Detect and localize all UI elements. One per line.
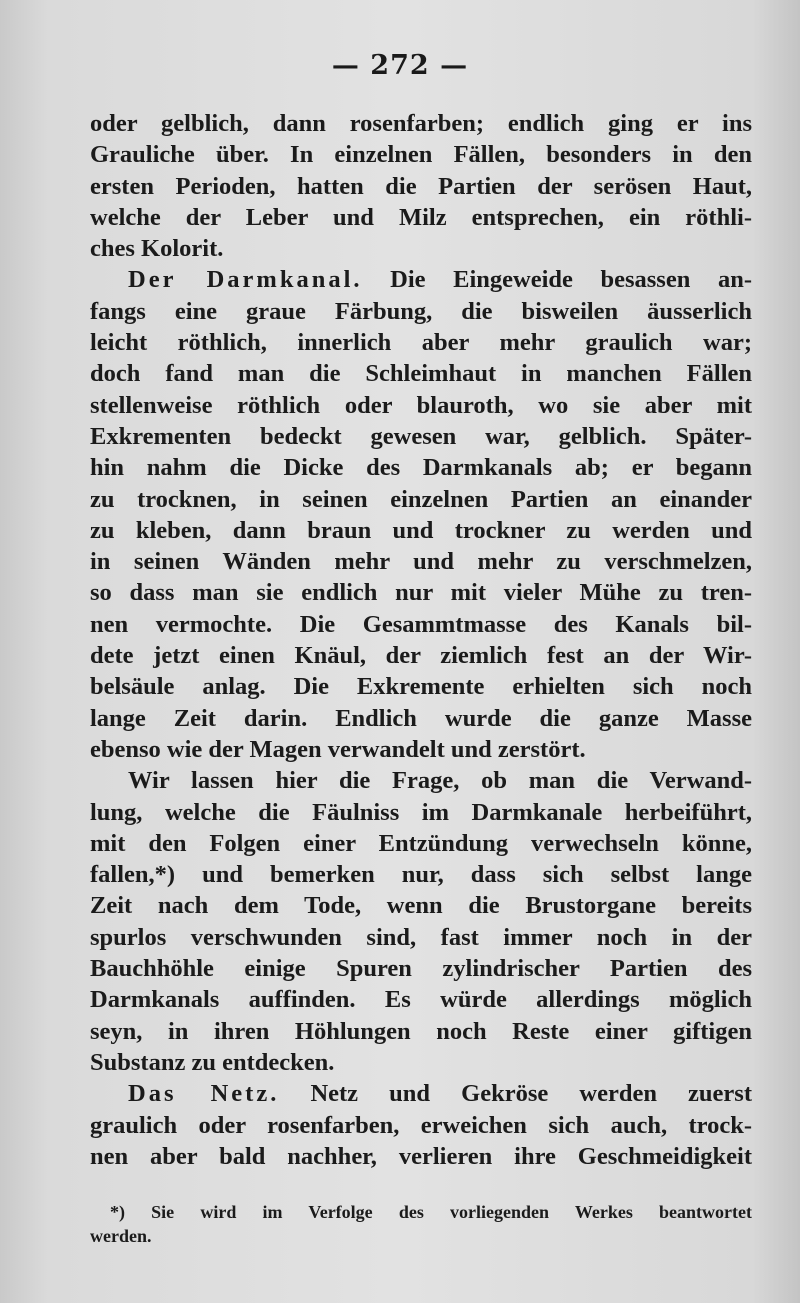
line-text: seyn, in ihren Höhlungen noch Reste einer giftigen (90, 1017, 752, 1045)
line-text: belsäule anlag. Die Exkremente erhielten sich noch (90, 673, 752, 701)
line-text: nen aber bald nachher, verlieren ihre Geschmeidigkeit (90, 1142, 752, 1170)
text-line (90, 1047, 752, 1078)
footnote-line: *) Sie wird im Verfolge des vorliegenden Werkes beantwortet (110, 1202, 752, 1222)
line-text: mit den Folgen einer Entzündung verwechseln könne, (90, 829, 752, 857)
text-line (90, 640, 752, 671)
line-text: zu trocknen, in seinen einzelnen Partien an einander (90, 485, 752, 513)
text-line (90, 484, 752, 515)
line-text: ches Kolorit. (90, 235, 224, 263)
text-line (90, 390, 752, 421)
text-line (90, 108, 752, 139)
text-line (90, 922, 752, 953)
line-text: hin nahm die Dicke des Darmkanals ab; er begann (90, 454, 752, 482)
text-line (90, 577, 752, 608)
text-line (90, 1110, 752, 1141)
line-text: fangs eine graue Färbung, die bisweilen äusserlich (90, 297, 752, 325)
line-text: welche der Leber und Milz entsprechen, ein röthli- (90, 203, 752, 231)
line-text: ersten Perioden, hatten die Partien der serösen Haut, (90, 172, 752, 200)
line-text: in seinen Wänden mehr und mehr zu verschmelzen, (90, 548, 752, 576)
line-text: Grauliche über. In einzelnen Fällen, besonders in den (90, 141, 752, 169)
text-line (90, 327, 752, 358)
line-text: so dass man sie endlich nur mit vieler Mühe zu tren- (90, 579, 752, 607)
text-line (90, 515, 752, 546)
line-text: graulich oder rosenfarben, erweichen sich auch, trock- (90, 1111, 752, 1139)
text-line (90, 358, 752, 389)
text-line (90, 296, 752, 327)
text-line (90, 139, 752, 170)
line-text: fallen,*) und bemerken nur, dass sich selbst lange (90, 861, 752, 889)
line-text: Exkrementen bedeckt gewesen war, gelblich. Später- (90, 422, 752, 450)
text-line (90, 1016, 752, 1047)
line-text: Substanz zu entdecken. (90, 1048, 335, 1076)
footnote (90, 1200, 752, 1248)
text-line (90, 984, 752, 1015)
line-text: leicht röthlich, innerlich aber mehr graulich war; (90, 329, 752, 357)
text-line (90, 421, 752, 452)
page-number: — 272 — (331, 50, 469, 81)
line-text: Zeit nach dem Tode, wenn die Brustorgane bereits (90, 892, 752, 920)
line-text: Netz und Gekröse werden zuerst (279, 1080, 753, 1108)
line-text: lange Zeit darin. Endlich wurde die ganze Masse (90, 704, 752, 732)
text-line (90, 734, 752, 765)
body-text (90, 108, 752, 1172)
line-text: ebenso wie der Magen verwandelt und zerstört. (90, 735, 586, 763)
text-line (90, 202, 752, 233)
text-line (90, 171, 752, 202)
text-line (90, 452, 752, 483)
section-heading: Das Netz. (128, 1080, 280, 1108)
line-text: dete jetzt einen Knäul, der ziemlich fest an der Wir- (90, 642, 752, 670)
line-text: Wir lassen hier die Frage, ob man die Verwand- (128, 767, 752, 795)
line-text: zu kleben, dann braun und trockner zu werden und (90, 516, 752, 544)
text-line (90, 609, 752, 640)
section-heading: Der Darmkanal. (128, 266, 363, 294)
text-line (90, 797, 752, 828)
line-text: lung, welche die Fäulniss im Darmkanale herbeiführt, (90, 798, 752, 826)
line-text: stellenweise röthlich oder blauroth, wo sie aber mit (90, 391, 752, 419)
text-line (90, 264, 752, 295)
line-text: spurlos verschwunden sind, fast immer noch in der (90, 923, 752, 951)
footnote-line: werden. (90, 1226, 152, 1246)
line-text: nen vermochte. Die Gesammtmasse des Kanals bil- (90, 610, 752, 638)
text-line (90, 859, 752, 890)
text-line (90, 1078, 752, 1109)
text-line (90, 671, 752, 702)
text-line (90, 1141, 752, 1172)
line-text: doch fand man die Schleimhaut in manchen Fällen (90, 360, 752, 388)
text-line (90, 953, 752, 984)
line-text: Die Eingeweide besassen an- (362, 266, 752, 294)
line-text: Bauchhöhle einige Spuren zylindrischer Partien des (90, 955, 752, 983)
text-line (90, 765, 752, 796)
text-line (90, 546, 752, 577)
text-line (90, 890, 752, 921)
text-line (90, 233, 752, 264)
text-line (90, 828, 752, 859)
text-line (90, 703, 752, 734)
line-text: Darmkanals auffinden. Es würde allerdings möglich (90, 986, 752, 1014)
line-text: oder gelblich, dann rosenfarben; endlich ging er ins (90, 110, 752, 137)
